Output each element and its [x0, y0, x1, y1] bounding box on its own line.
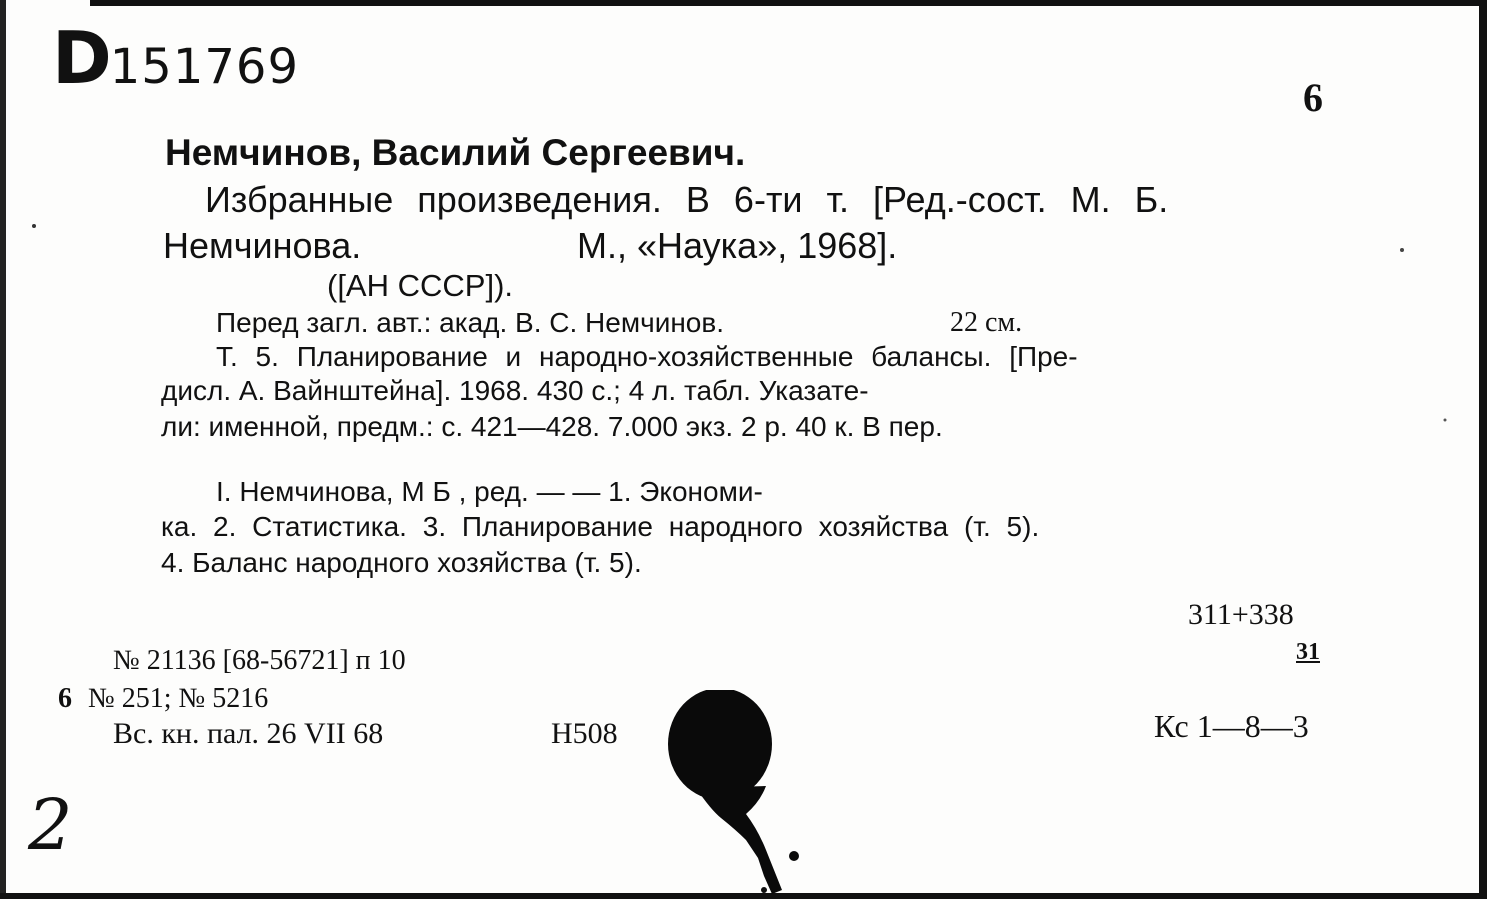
class-number: 311+338 [1188, 598, 1294, 631]
title-line-2b: М., «Наука», 1968]. [577, 225, 898, 266]
shelf-code: Кс 1—8—3 [1154, 708, 1309, 744]
author-heading: Немчинов, Василий Сергеевич. [165, 132, 746, 173]
note-line: Перед загл. авт.: акад. В. С. Немчинов. [216, 307, 725, 338]
volume-line-3: ли: именной, предм.: с. 421—428. 7.000 экз. 2 р. 40 к. В пер. [161, 411, 943, 442]
registration-line-2: № 251; № 5216 [88, 683, 269, 714]
volume-line-1: Т. 5. Планирование и народно-хозяйственные балансы. [Пре- [216, 341, 1078, 372]
copy-mark: 2 [28, 784, 73, 866]
title-line-3: ([АН СССР]). [327, 268, 513, 303]
call-number-digits: 151769 [109, 39, 299, 95]
registration-line-2-prefix: 6 [58, 683, 72, 714]
note-size: 22 см. [950, 307, 1023, 338]
subjects-line-2: ка. 2. Статистика. 3. Планирование народного хозяйства (т. 5). [161, 511, 1040, 542]
volume-mark: 6 [1303, 75, 1323, 120]
registration-line-3: Вс. кн. пал. 26 VII 68 [113, 717, 384, 750]
title-line-2a: Немчинова. [163, 225, 362, 266]
subjects-line-3: 4. Баланс народного хозяйства (т. 5). [161, 547, 642, 578]
registration-line-1: № 21136 [68-56721] п 10 [113, 645, 406, 676]
class-sub: 31 [1296, 639, 1320, 665]
title-line-1: Избранные произведения. В 6-ти т. [Ред.-сост. М. Б. [205, 179, 1169, 220]
volume-line-2: дисл. А. Вайнштейна]. 1968. 430 с.; 4 л. табл. Указате- [161, 375, 869, 406]
registration-line-3b: Н508 [551, 717, 618, 750]
subjects-line-1: I. Немчинова, М Б , ред. — — 1. Экономи- [216, 476, 763, 507]
call-number-letter: D [52, 16, 110, 100]
